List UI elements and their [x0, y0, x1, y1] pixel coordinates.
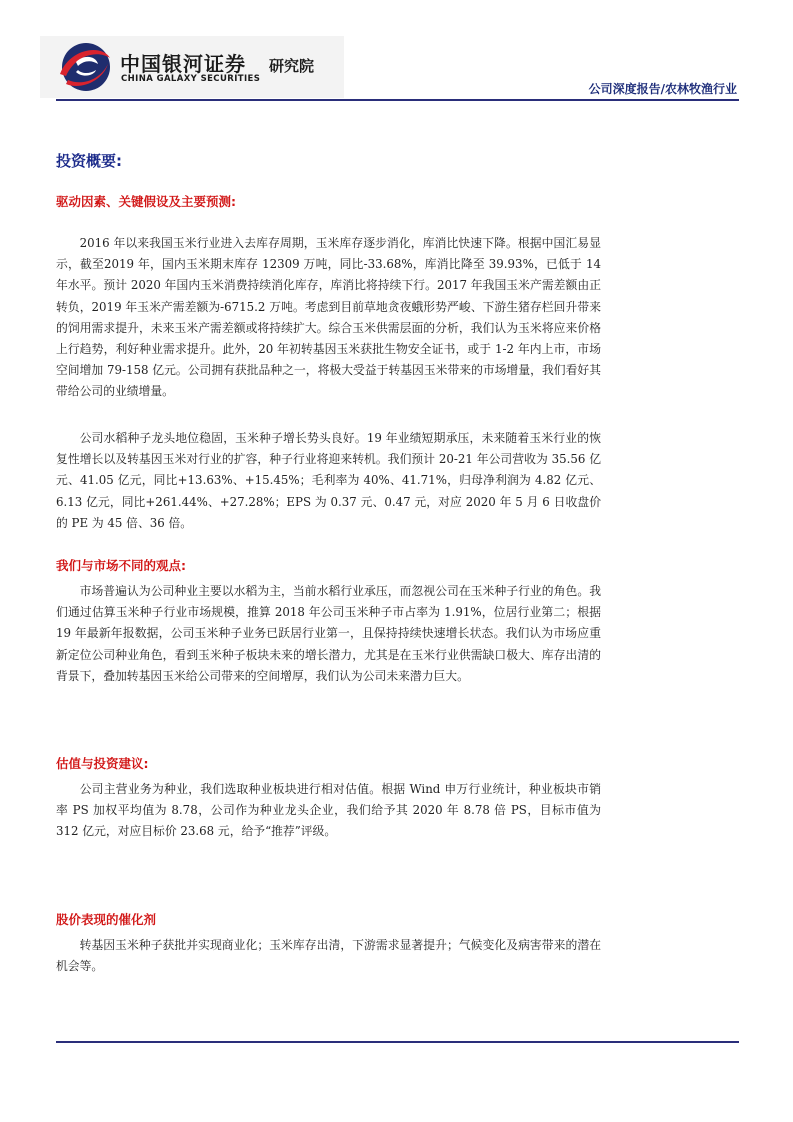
page-title: 投资概要:	[56, 152, 122, 170]
section-heading-drivers: 驱动因素、关键假设及主要预测:	[56, 194, 236, 209]
paragraph-valuation: 公司主营业务为种业，我们选取种业板块进行相对估值。根据 Wind 申万行业统计，种业板块市销率 PS 加权平均值为 8.78，公司作为种业龙头企业，我们给予其 2020 年 8.78 倍 PS，目标市值为 312 亿元，对应目标价 23.68 元，给予“推荐”评级。	[56, 782, 601, 839]
paragraph-catalysts: 转基因玉米种子获批并实现商业化；玉米库存出清，下游需求显著提升；气候变化及病害带来的潜在机会等。	[56, 938, 601, 974]
brand-name-cn: 中国银河证券	[120, 52, 246, 76]
section-heading-views: 我们与市场不同的观点:	[56, 558, 186, 573]
paragraph-views: 市场普遍认为公司种业主要以水稻为主，当前水稻行业承压，而忽视公司在玉米种子行业的角色。我们通过估算玉米种子行业市场规模，推算 2018 年公司玉米种子市占率为 1.91%，位居行业第二；根据 19 年最新年报数据，公司玉米种子业务已跃居行业第一，且保持持续快速增长状态。我们认为市场应重新定位公司种业角色，看到玉米种子板块未来的增长潜力，尤其是在玉米行业供需缺口极大、库存出清的背景下，叠加转基因玉米给公司带来的空间增厚，我们认为公司未来潜力巨大。	[56, 584, 601, 683]
paragraph-drivers-2: 公司水稻种子龙头地位稳固，玉米种子增长势头良好。19 年业绩短期承压，未来随着玉米行业的恢复性增长以及转基因玉米对行业的扩容，种子行业将迎来转机。我们预计 20-21 年公司营收为 35.56 亿元、41.05 亿元，同比+13.63%、+15.45%；毛利率为 40%、41.71%，归母净利润为 4.82 亿元、6.13 亿元，同比+261.44%、+27.28%；EPS 为 0.37 元、0.47 元，对应 2020 年 5 月 6 日收盘价的 PE 为 45 倍、36 倍。	[56, 431, 601, 530]
section-heading-valuation: 估值与投资建议:	[56, 756, 149, 771]
company-logo	[40, 36, 344, 98]
report-type: 公司深度报告/农林牧渔行业	[588, 82, 737, 96]
brand-name-en: CHINA GALAXY SECURITIES	[121, 74, 261, 84]
footer-divider	[56, 1041, 739, 1043]
galaxy-logo-icon	[56, 40, 112, 94]
brand-institute: 研究院	[269, 57, 315, 75]
header-divider	[56, 99, 739, 101]
paragraph-drivers-1: 2016 年以来我国玉米行业进入去库存周期，玉米库存逐步消化，库消比快速下降。根据中国汇易显示，截至2019 年，国内玉米期末库存 12309 万吨，同比-33.68%，库消比降至 39.93%，已低于 14 年水平。预计 2020 年国内玉米消费持续消化库存，库消比将持续下行。2017 年我国玉米产需差额由正转负，2019 年玉米产需差额为-6715.2 万吨。考虑到目前草地贪夜蛾形势严峻、下游生猪存栏回升带来的饲用需求提升，未来玉米产需差额或将持续扩大。综合玉米供需层面的分析，我们认为玉米将应来价格上行趋势，利好种业需求提升。此外，20 年初转基因玉米获批生物安全证书，或于 1-2 年内上市，市场空间增加 79-158 亿元。公司拥有获批品种之一，将极大受益于转基因玉米带来的市场增量，我们看好其带给公司的业绩增量。	[56, 236, 601, 399]
section-heading-catalysts: 股价表现的催化剂	[56, 912, 157, 927]
